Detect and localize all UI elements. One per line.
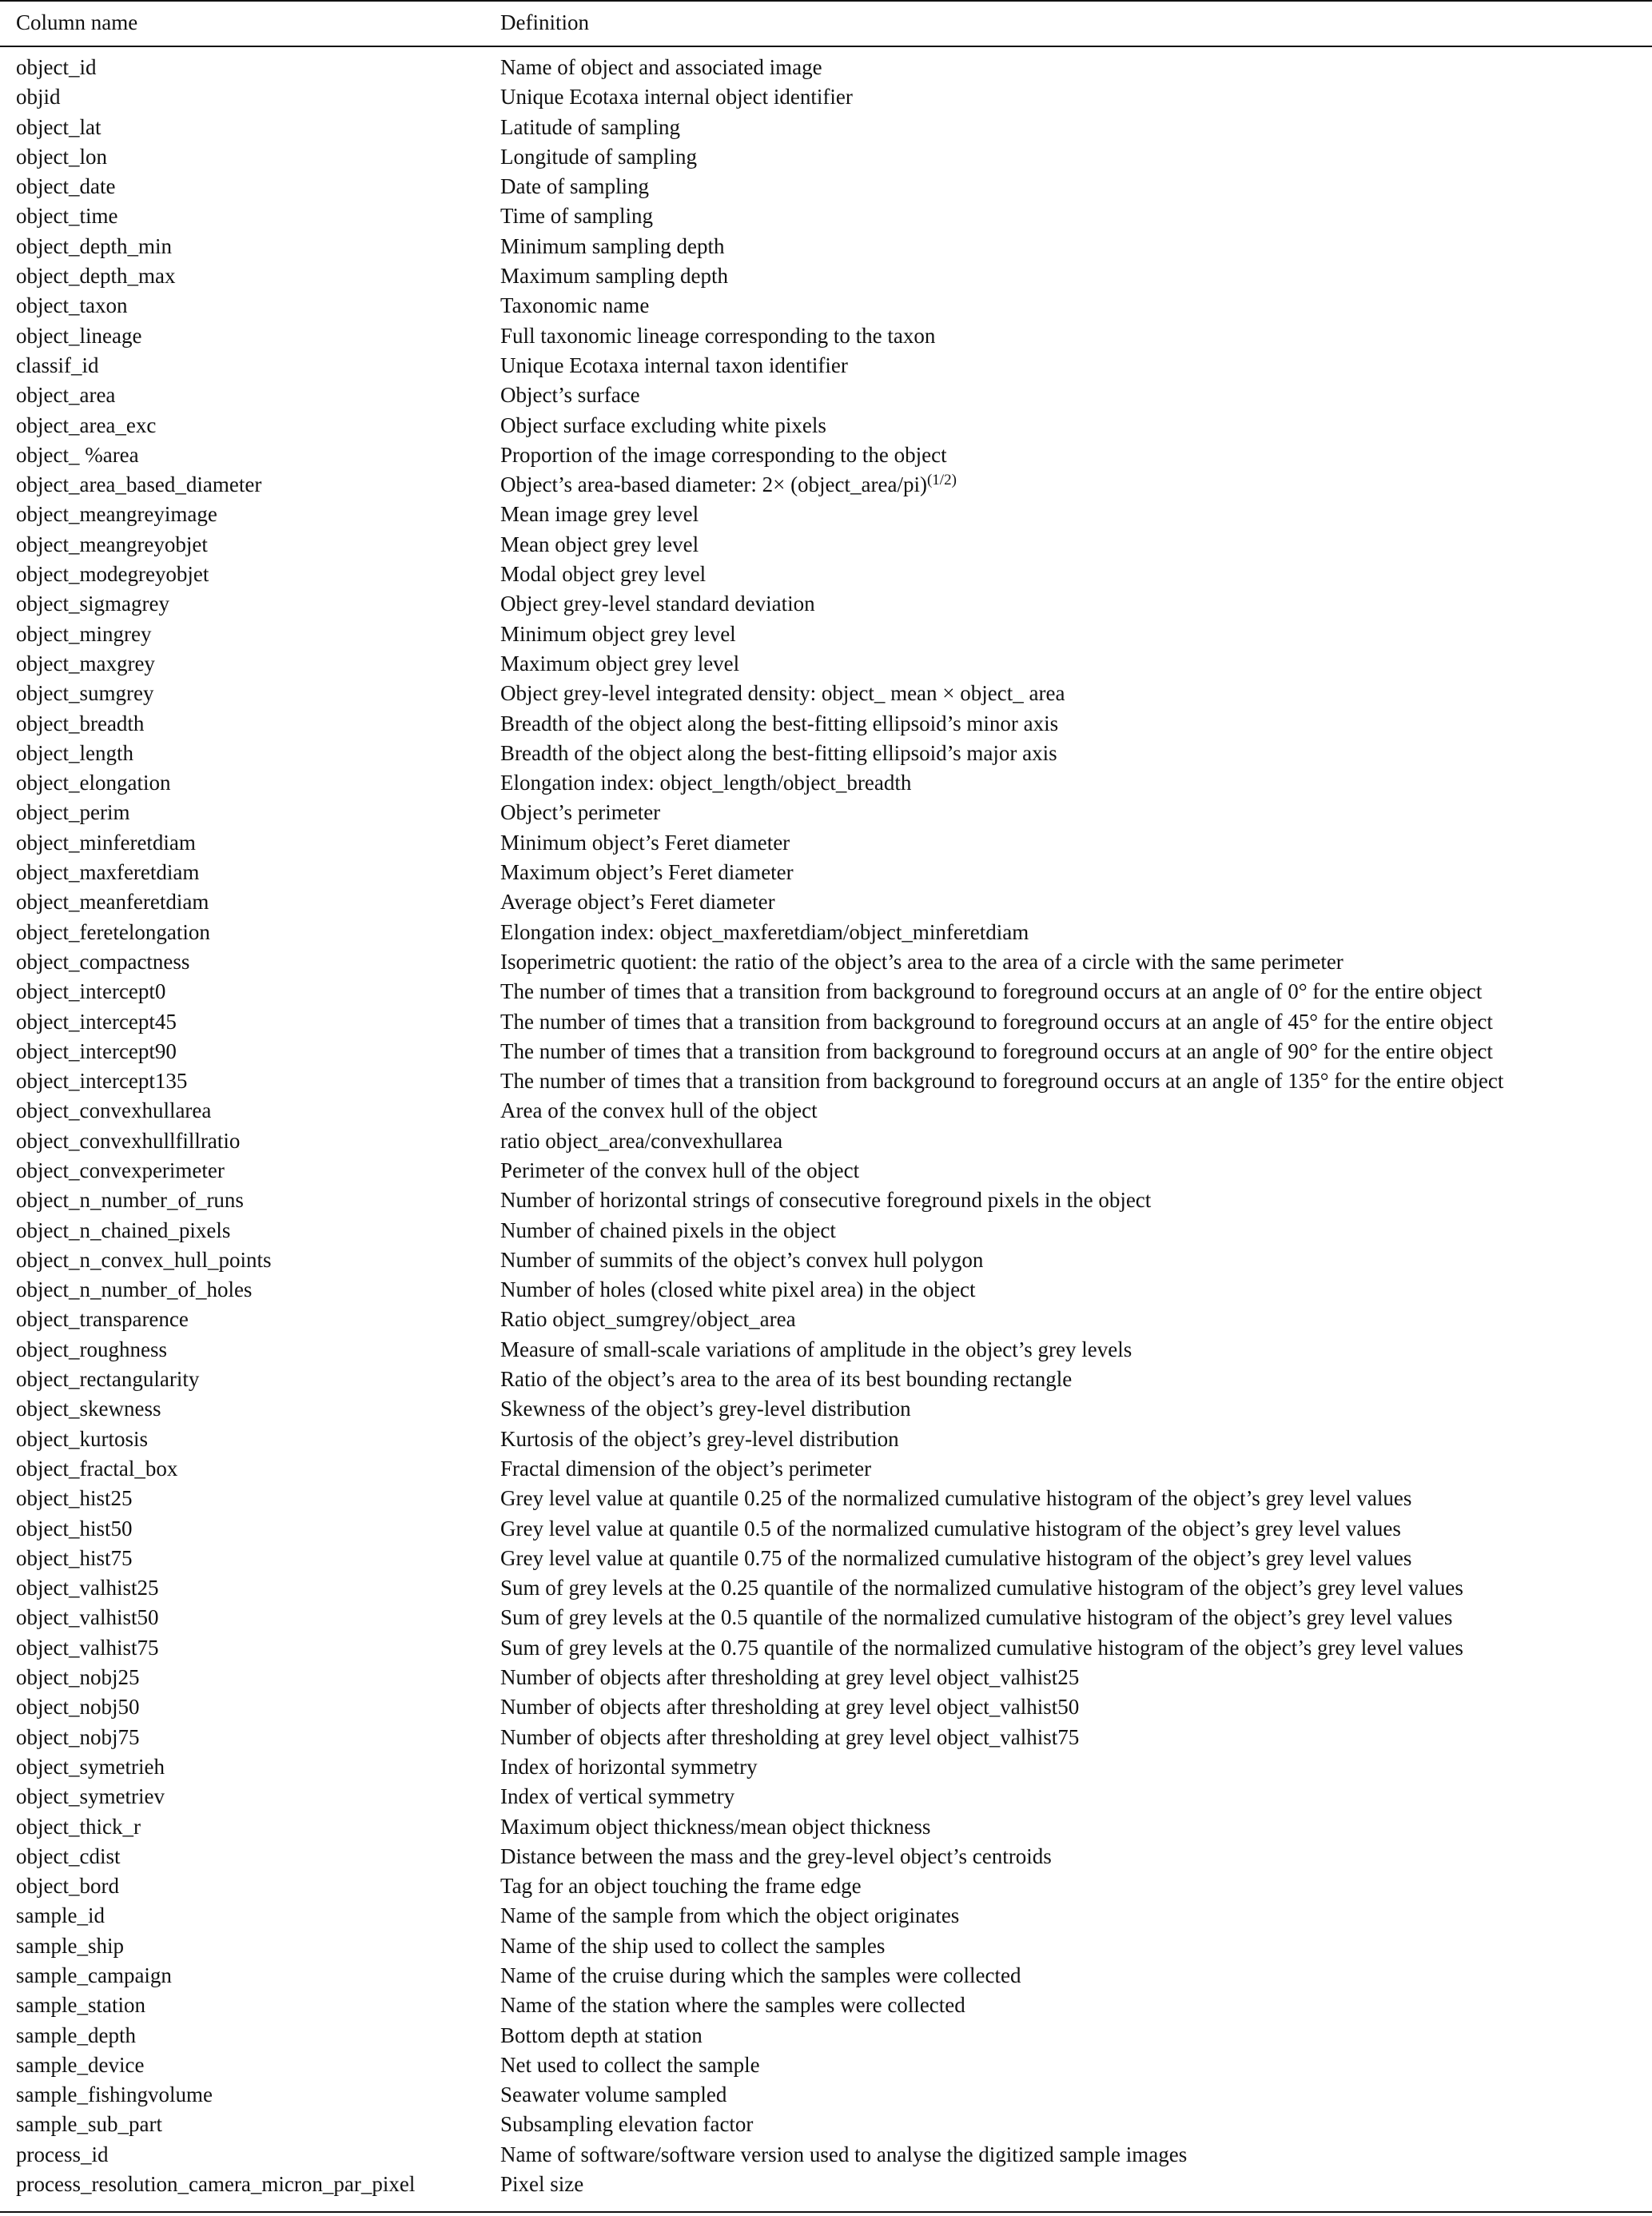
definition-text: Measure of small-scale variations of amplitude in the object’s grey levels — [500, 1337, 1133, 1361]
definition-text: Object’s area-based diameter: 2× (object_area/pi) — [500, 472, 927, 497]
cell-definition — [500, 1782, 734, 1811]
table-row — [0, 1723, 1652, 1752]
cell-definition — [500, 1544, 1411, 1573]
table-row — [0, 1275, 1652, 1305]
table-row — [0, 201, 1652, 231]
cell-definition — [500, 828, 790, 858]
definition-text: Object grey-level standard deviation — [500, 592, 815, 616]
table-row — [0, 321, 1652, 351]
table-row — [0, 620, 1652, 649]
definition-text: Isoperimetric quotient: the ratio of the object’s area to the area of a circle with the same perimeter — [500, 949, 1343, 974]
table-row — [0, 589, 1652, 619]
definition-text: Bottom depth at station — [500, 2023, 703, 2047]
cell-column-name: object_lat — [16, 114, 102, 139]
cell-definition — [500, 1692, 1079, 1722]
cell-definition — [500, 1991, 965, 2020]
definition-text: Number of holes (closed white pixel area) in the object — [500, 1277, 976, 1302]
table-row — [0, 1812, 1652, 1842]
cell-definition — [500, 232, 725, 261]
table-row — [0, 2110, 1652, 2139]
definition-text: Object grey-level integrated density: object_ mean × object_ area — [500, 681, 1065, 706]
cell-definition — [500, 1186, 1151, 1215]
cell-column-name: object_length — [16, 740, 133, 765]
definition-text: Ratio of the object’s area to the area of its best bounding rectangle — [500, 1367, 1073, 1392]
definition-text: Ratio object_sumgrey/object_area — [500, 1307, 796, 1332]
definition-text: Skewness of the object’s grey-level distribution — [500, 1397, 911, 1421]
table-row — [0, 1573, 1652, 1603]
cell-column-name: sample_station — [16, 1993, 145, 2018]
cell-definition — [500, 1066, 1503, 1096]
definition-text: Mean image grey level — [500, 502, 699, 527]
definition-text: Index of horizontal symmetry — [500, 1754, 758, 1779]
cell-column-name: object_minferetdiam — [16, 830, 196, 855]
definition-text: Name of the ship used to collect the samples — [500, 1933, 886, 1958]
definition-text: Area of the convex hull of the object — [500, 1098, 818, 1123]
cell-column-name: object_taxon — [16, 293, 128, 318]
cell-column-name: sample_sub_part — [16, 2112, 162, 2137]
table-row — [0, 739, 1652, 768]
definition-text: Number of chained pixels in the object — [500, 1218, 836, 1242]
table-top-rule — [0, 0, 1652, 2]
table-row — [0, 768, 1652, 798]
cell-definition — [500, 142, 697, 172]
cell-column-name: object_nobj75 — [16, 1724, 140, 1749]
definition-text: Index of vertical symmetry — [500, 1784, 735, 1809]
table-row — [0, 291, 1652, 321]
cell-definition — [500, 739, 1057, 768]
cell-definition — [500, 261, 728, 291]
table-row — [0, 2140, 1652, 2170]
cell-column-name: object_area — [16, 383, 116, 408]
cell-column-name: object_maxferetdiam — [16, 860, 200, 885]
table-row — [0, 440, 1652, 470]
table-row — [0, 53, 1652, 82]
cell-definition — [500, 1871, 862, 1901]
definition-text: Name of software/software version used to analyse the digitized sample images — [500, 2142, 1188, 2166]
cell-column-name: object_date — [16, 174, 116, 199]
cell-definition — [500, 1484, 1411, 1513]
cell-column-name: object_n_chained_pixels — [16, 1218, 231, 1242]
table-row — [0, 947, 1652, 977]
cell-column-name: object_cdist — [16, 1843, 121, 1868]
definition-text: Sum of grey levels at the 0.25 quantile of the normalized cumulative histogram of the object’s grey level values — [500, 1576, 1463, 1600]
table-row — [0, 411, 1652, 440]
table-row — [0, 1842, 1652, 1871]
table-row — [0, 2021, 1652, 2051]
definition-text: Minimum object’s Feret diameter — [500, 830, 790, 855]
cell-column-name: object_rectangularity — [16, 1367, 200, 1392]
table-row — [0, 142, 1652, 172]
cell-definition — [500, 500, 699, 529]
table-row — [0, 709, 1652, 739]
definition-text: Elongation index: object_maxferetdiam/object_minferetdiam — [500, 919, 1029, 944]
definition-text: Modal object grey level — [500, 562, 707, 587]
definition-text: Perimeter of the convex hull of the object — [500, 1158, 860, 1182]
cell-column-name: object_meangreyimage — [16, 502, 217, 527]
cell-column-name: classif_id — [16, 353, 99, 377]
cell-definition — [500, 321, 935, 351]
table-row — [0, 172, 1652, 201]
table-row — [0, 351, 1652, 381]
cell-column-name: object_depth_max — [16, 264, 176, 289]
cell-definition — [500, 172, 649, 201]
definition-text: Date of sampling — [500, 174, 649, 199]
definition-text: Time of sampling — [500, 204, 654, 229]
cell-definition — [500, 1246, 983, 1275]
cell-column-name: object_ %area — [16, 442, 139, 467]
table-row — [0, 232, 1652, 261]
cell-column-name: object_compactness — [16, 949, 190, 974]
cell-column-name: object_intercept0 — [16, 979, 166, 1004]
cell-definition — [500, 1842, 1052, 1871]
definition-text: Number of horizontal strings of consecutive foreground pixels in the object — [500, 1188, 1152, 1213]
cell-definition — [500, 1007, 1493, 1037]
cell-column-name: object_thick_r — [16, 1814, 141, 1839]
definition-text: The number of times that a transition from background to foreground occurs at an angle of 135° for the entire object — [500, 1069, 1504, 1094]
table-row — [0, 261, 1652, 291]
cell-definition — [500, 589, 815, 619]
cell-definition — [500, 858, 794, 887]
cell-column-name: sample_ship — [16, 1933, 124, 1958]
table-row — [0, 887, 1652, 917]
cell-column-name: object_fractal_box — [16, 1456, 178, 1481]
table-row — [0, 2170, 1652, 2199]
cell-definition — [500, 440, 947, 470]
cell-definition — [500, 887, 775, 917]
cell-definition — [500, 82, 853, 112]
cell-definition — [500, 1633, 1463, 1663]
cell-definition — [500, 381, 640, 410]
cell-definition — [500, 2051, 760, 2080]
cell-column-name: objid — [16, 85, 61, 110]
cell-column-name: sample_campaign — [16, 1963, 172, 1987]
cell-definition — [500, 1037, 1493, 1066]
cell-column-name: object_elongation — [16, 771, 171, 795]
cell-column-name: object_valhist50 — [16, 1605, 159, 1630]
cell-definition — [500, 1901, 959, 1931]
table-row — [0, 1216, 1652, 1246]
cell-definition — [500, 2110, 753, 2139]
definition-text: Taxonomic name — [500, 293, 650, 318]
table-row — [0, 1186, 1652, 1215]
table-row — [0, 470, 1652, 500]
definition-text: Elongation index: object_length/object_breadth — [500, 771, 912, 795]
table-row — [0, 828, 1652, 858]
definition-text: Grey level value at quantile 0.5 of the normalized cumulative histogram of the object’s grey level values — [500, 1516, 1401, 1540]
cell-column-name: object_maxgrey — [16, 651, 155, 676]
cell-column-name: object_valhist25 — [16, 1576, 159, 1600]
table-header-row — [0, 6, 1652, 38]
definition-text: Sum of grey levels at the 0.5 quantile of the normalized cumulative histogram of the object’s grey level values — [500, 1605, 1453, 1630]
cell-column-name: sample_depth — [16, 2023, 136, 2047]
table-row — [0, 1037, 1652, 1066]
table-row — [0, 1544, 1652, 1573]
table-row — [0, 649, 1652, 679]
definition-text: Maximum sampling depth — [500, 264, 728, 289]
cell-column-name: object_depth_min — [16, 233, 172, 258]
table-row — [0, 1752, 1652, 1782]
cell-column-name: object_n_number_of_runs — [16, 1188, 244, 1213]
cell-definition — [500, 1365, 1072, 1394]
cell-definition — [500, 1961, 1021, 1991]
cell-definition — [500, 2140, 1187, 2170]
cell-definition — [500, 798, 660, 827]
cell-definition — [500, 470, 957, 500]
definition-text: Sum of grey levels at the 0.75 quantile of the normalized cumulative histogram of the object’s grey level values — [500, 1635, 1463, 1660]
definition-text: Pixel size — [500, 2172, 584, 2197]
definition-text: Number of summits of the object’s convex hull polygon — [500, 1247, 984, 1272]
cell-column-name: object_convexperimeter — [16, 1158, 225, 1182]
definition-text: Subsampling elevation factor — [500, 2112, 754, 2137]
cell-definition — [500, 1425, 899, 1454]
definition-text: Distance between the mass and the grey-level object’s centroids — [500, 1843, 1052, 1868]
table-row — [0, 1633, 1652, 1663]
table-row — [0, 500, 1652, 529]
cell-definition — [500, 1723, 1079, 1752]
cell-definition — [500, 1603, 1452, 1632]
cell-column-name: object_transparence — [16, 1307, 189, 1332]
cell-definition — [500, 411, 826, 440]
table-row — [0, 1246, 1652, 1275]
definition-text: Kurtosis of the object’s grey-level distribution — [500, 1426, 899, 1451]
definition-text: Fractal dimension of the object’s perimeter — [500, 1456, 872, 1481]
cell-column-name: object_intercept45 — [16, 1009, 177, 1034]
cell-column-name: object_meangreyobjet — [16, 532, 208, 556]
cell-column-name: object_time — [16, 204, 118, 229]
definition-text: Number of objects after thresholding at grey level object_valhist75 — [500, 1724, 1080, 1749]
table-row — [0, 918, 1652, 947]
definition-text: Minimum object grey level — [500, 621, 736, 646]
cell-column-name: object_perim — [16, 800, 130, 825]
cell-definition — [500, 2021, 703, 2051]
cell-column-name: process_resolution_camera_micron_par_pixel — [16, 2172, 416, 2197]
cell-column-name: object_intercept135 — [16, 1069, 188, 1094]
definition-text: Object surface excluding white pixels — [500, 413, 826, 437]
cell-definition — [500, 1305, 796, 1334]
definition-text: Seawater volume sampled — [500, 2082, 727, 2107]
definition-text: Name of the sample from which the object originates — [500, 1903, 960, 1928]
cell-column-name: object_symetriev — [16, 1784, 165, 1809]
cell-definition — [500, 709, 1058, 739]
table-row — [0, 1126, 1652, 1156]
definition-text: Name of the station where the samples were collected — [500, 1993, 965, 2018]
table-row — [0, 798, 1652, 827]
cell-column-name: object_area_exc — [16, 413, 157, 437]
table-row — [0, 113, 1652, 142]
cell-column-name: object_hist50 — [16, 1516, 133, 1540]
cell-column-name: process_id — [16, 2142, 109, 2166]
definition-text: Average object’s Feret diameter — [500, 890, 775, 915]
cell-definition — [500, 620, 736, 649]
definition-text: Unique Ecotaxa internal taxon identifier — [500, 353, 848, 377]
cell-column-name: sample_id — [16, 1903, 105, 1928]
cell-definition — [500, 1216, 836, 1246]
cell-column-name: object_breadth — [16, 711, 145, 735]
cell-column-name: object_hist25 — [16, 1486, 133, 1511]
definition-text: Number of objects after thresholding at grey level object_valhist50 — [500, 1695, 1080, 1720]
cell-definition — [500, 1573, 1463, 1603]
cell-definition — [500, 53, 822, 82]
cell-column-name: object_id — [16, 55, 97, 79]
table-row — [0, 1901, 1652, 1931]
cell-column-name: object_n_number_of_holes — [16, 1277, 253, 1302]
cell-column-name: object_area_based_diameter — [16, 472, 262, 497]
cell-definition — [500, 1126, 782, 1156]
cell-definition — [500, 1275, 976, 1305]
definition-text: Full taxonomic lineage corresponding to the taxon — [500, 323, 936, 348]
cell-definition — [500, 1752, 758, 1782]
cell-definition — [500, 1812, 930, 1842]
cell-definition — [500, 649, 739, 679]
definition-text: Breadth of the object along the best-fitting ellipsoid’s major axis — [500, 740, 1057, 765]
cell-definition — [500, 1394, 911, 1424]
definition-text: Net used to collect the sample — [500, 2052, 760, 2077]
cell-column-name: object_nobj50 — [16, 1695, 140, 1720]
table-row — [0, 1692, 1652, 1722]
table-row — [0, 1603, 1652, 1632]
cell-column-name: object_meanferetdiam — [16, 890, 209, 915]
cell-column-name: object_feretelongation — [16, 919, 210, 944]
definition-text: Longitude of sampling — [500, 144, 697, 169]
cell-column-name: object_sigmagrey — [16, 592, 169, 616]
table-row — [0, 977, 1652, 1006]
definition-text: Proportion of the image corresponding to the object — [500, 442, 947, 467]
table-row — [0, 1335, 1652, 1365]
definition-text: Grey level value at quantile 0.75 of the normalized cumulative histogram of the object’s grey level values — [500, 1545, 1412, 1570]
cell-column-name: object_convexhullfillratio — [16, 1128, 241, 1153]
table-bottom-rule — [0, 2211, 1652, 2213]
cell-column-name: sample_device — [16, 2052, 145, 2077]
table-row — [0, 1961, 1652, 1991]
table-row — [0, 1394, 1652, 1424]
table-row — [0, 530, 1652, 560]
definition-text: Grey level value at quantile 0.25 of the normalized cumulative histogram of the object’s grey level values — [500, 1486, 1412, 1511]
table-row — [0, 381, 1652, 410]
cell-column-name: object_sumgrey — [16, 681, 154, 706]
table-row — [0, 1991, 1652, 2020]
table-header-rule — [0, 46, 1652, 47]
cell-definition — [500, 2080, 726, 2110]
definition-text: Maximum object grey level — [500, 651, 740, 676]
header-definition: Definition — [500, 10, 589, 34]
definition-superscript: (1/2) — [926, 472, 957, 489]
cell-definition — [500, 1096, 818, 1126]
cell-definition — [500, 113, 680, 142]
table-row — [0, 2051, 1652, 2080]
cell-definition — [500, 351, 848, 381]
table-row — [0, 1514, 1652, 1544]
cell-column-name: object_intercept90 — [16, 1038, 177, 1063]
cell-column-name: object_hist75 — [16, 1545, 133, 1570]
table-row — [0, 1096, 1652, 1126]
table-body — [0, 53, 1652, 2199]
cell-column-name: object_symetrieh — [16, 1754, 165, 1779]
cell-column-name: object_n_convex_hull_points — [16, 1247, 272, 1272]
definition-text: Tag for an object touching the frame edge — [500, 1874, 862, 1899]
table-row — [0, 1454, 1652, 1484]
table-row — [0, 679, 1652, 708]
definition-text: Maximum object’s Feret diameter — [500, 860, 794, 885]
cell-definition — [500, 1335, 1132, 1365]
table-row — [0, 82, 1652, 112]
cell-column-name: object_lineage — [16, 323, 142, 348]
cell-column-name: object_modegreyobjet — [16, 562, 209, 587]
definition-text: Mean object grey level — [500, 532, 699, 556]
cell-definition — [500, 2170, 583, 2199]
cell-column-name: object_mingrey — [16, 621, 152, 646]
definition-text: The number of times that a transition from background to foreground occurs at an angle of 90° for the entire object — [500, 1038, 1493, 1063]
cell-definition — [500, 201, 653, 231]
cell-definition — [500, 1514, 1401, 1544]
table-row — [0, 560, 1652, 589]
definition-text: Maximum object thickness/mean object thickness — [500, 1814, 931, 1839]
definition-text: Unique Ecotaxa internal object identifier — [500, 85, 853, 110]
table-row — [0, 1066, 1652, 1096]
definition-text: The number of times that a transition from background to foreground occurs at an angle of 45° for the entire object — [500, 1009, 1493, 1034]
definition-text: Name of the cruise during which the samples were collected — [500, 1963, 1021, 1987]
table-row — [0, 1305, 1652, 1334]
cell-column-name: object_bord — [16, 1874, 119, 1899]
definition-text: The number of times that a transition from background to foreground occurs at an angle of 0° for the entire object — [500, 979, 1483, 1004]
definition-text: Object’s perimeter — [500, 800, 661, 825]
table-row — [0, 1484, 1652, 1513]
cell-definition — [500, 679, 1065, 708]
cell-column-name: object_kurtosis — [16, 1426, 148, 1451]
cell-definition — [500, 768, 911, 798]
definition-text: Object’s surface — [500, 383, 640, 408]
definition-text: Breadth of the object along the best-fitting ellipsoid’s minor axis — [500, 711, 1059, 735]
cell-definition — [500, 560, 706, 589]
cell-column-name: object_valhist75 — [16, 1635, 159, 1660]
cell-definition — [500, 291, 649, 321]
cell-column-name: object_lon — [16, 144, 107, 169]
definition-text: Name of object and associated image — [500, 55, 822, 79]
cell-column-name: object_skewness — [16, 1397, 161, 1421]
definition-text: ratio object_area/convexhullarea — [500, 1128, 783, 1153]
definition-text: Minimum sampling depth — [500, 233, 725, 258]
cell-definition — [500, 947, 1343, 977]
cell-column-name: object_convexhullarea — [16, 1098, 212, 1123]
table-row — [0, 1871, 1652, 1901]
cell-definition — [500, 1454, 871, 1484]
table-row — [0, 1782, 1652, 1811]
cell-definition — [500, 918, 1029, 947]
table-row — [0, 1931, 1652, 1961]
cell-column-name: object_nobj25 — [16, 1665, 140, 1690]
table-row — [0, 1365, 1652, 1394]
cell-definition — [500, 977, 1482, 1006]
definition-text: Number of objects after thresholding at grey level object_valhist25 — [500, 1665, 1080, 1690]
cell-column-name: sample_fishingvolume — [16, 2082, 213, 2107]
table-row — [0, 2080, 1652, 2110]
cell-definition — [500, 530, 699, 560]
definition-text: Latitude of sampling — [500, 114, 680, 139]
cell-column-name: object_roughness — [16, 1337, 167, 1361]
table-row — [0, 1425, 1652, 1454]
table-row — [0, 1007, 1652, 1037]
cell-definition — [500, 1156, 859, 1186]
table-row — [0, 858, 1652, 887]
cell-definition — [500, 1931, 885, 1961]
table-row — [0, 1663, 1652, 1692]
header-column-name: Column name — [16, 10, 138, 34]
cell-definition — [500, 1663, 1079, 1692]
table-row — [0, 1156, 1652, 1186]
